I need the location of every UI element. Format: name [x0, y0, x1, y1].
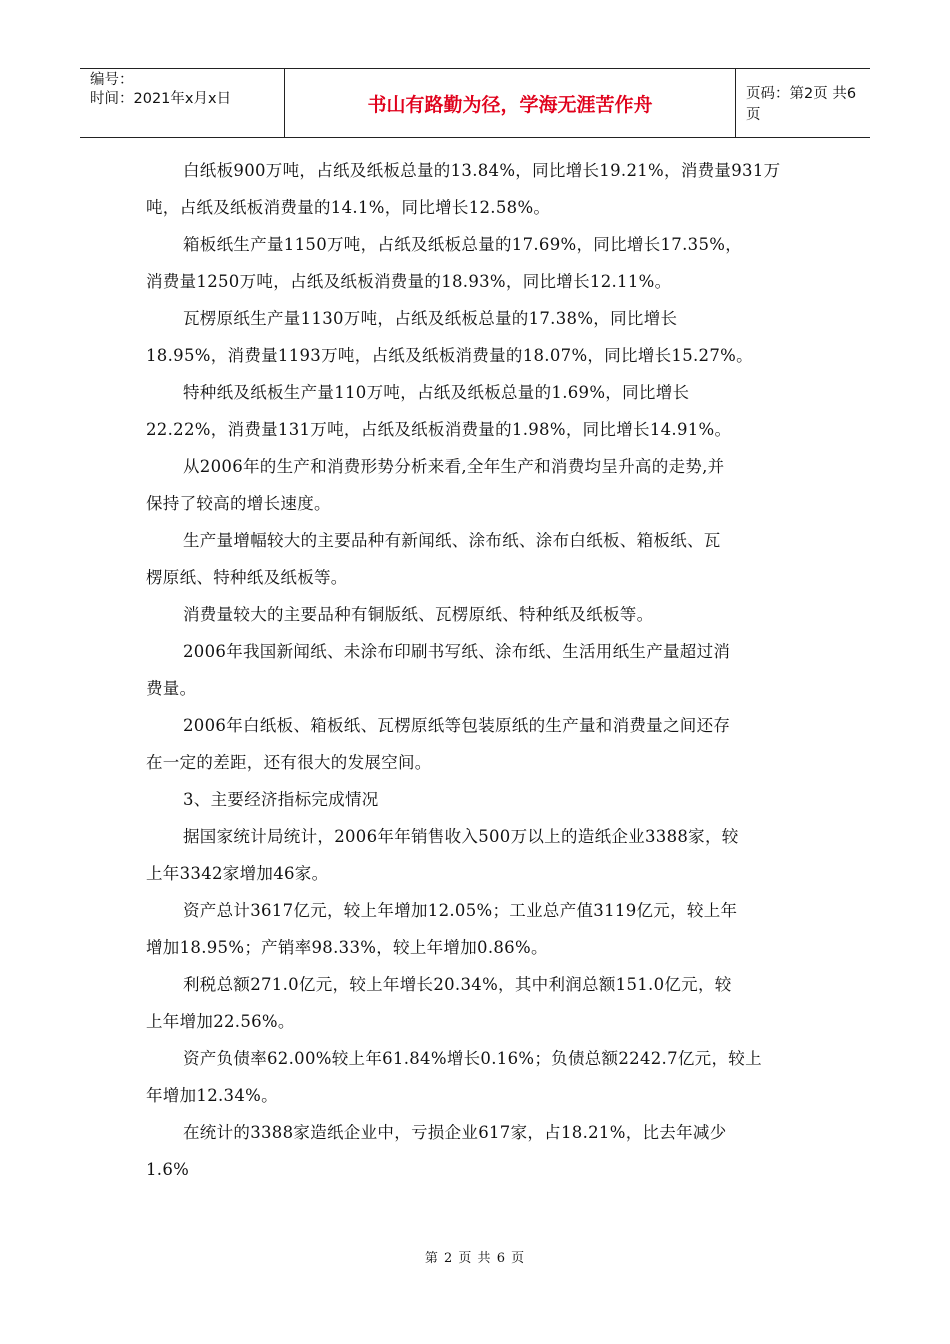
document-time-label: 时间：2021年x月x日	[90, 91, 232, 107]
paragraph-line: 白纸板900万吨，占纸及纸板总量的13.84%，同比增长19.21%，消费量931万	[183, 161, 781, 180]
paragraph-line: 3、主要经济指标完成情况	[183, 790, 379, 809]
paragraph-line: 楞原纸、特种纸及纸板等。	[146, 568, 348, 587]
paragraph-line: 资产负债率62.00%较上年61.84%增长0.16%；负债总额2242.7亿元，较上	[183, 1049, 762, 1068]
body-paragraph	[146, 707, 810, 781]
paragraph-line: 瓦楞原纸生产量1130万吨，占纸及纸板总量的17.38%，同比增长	[183, 309, 678, 328]
paragraph-line: 据国家统计局统计，2006年年销售收入500万以上的造纸企业3388家，较	[183, 827, 739, 846]
header-motto-cell	[284, 69, 736, 137]
body-paragraph	[146, 892, 810, 966]
header-page-cell	[736, 69, 870, 137]
paragraph-line: 2006年白纸板、箱板纸、瓦楞原纸等包装原纸的生产量和消费量之间还存	[183, 716, 731, 735]
paragraph-line: 增加18.95%；产销率98.33%，较上年增加0.86%。	[146, 938, 548, 957]
header-motto: 书山有路勤为径，学海无涯苦作舟	[367, 93, 653, 116]
paragraph-line: 特种纸及纸板生产量110万吨，占纸及纸板总量的1.69%，同比增长	[183, 383, 690, 402]
body-paragraph	[146, 818, 810, 892]
paragraph-line: 年增加12.34%。	[146, 1086, 278, 1105]
paragraph-line: 从2006年的生产和消费形势分析来看,全年生产和消费均呈升高的走势,并	[183, 457, 725, 476]
paragraph-line: 资产总计3617亿元，较上年增加12.05%；工业总产值3119亿元，较上年	[183, 901, 738, 920]
paragraph-line: 吨，占纸及纸板消费量的14.1%，同比增长12.58%。	[146, 198, 551, 217]
paragraph-line: 消费量1250万吨，占纸及纸板消费量的18.93%，同比增长12.11%。	[146, 272, 672, 291]
paragraph-line: 上年3342家增加46家。	[146, 864, 329, 883]
paragraph-line: 2006年我国新闻纸、未涂布印刷书写纸、涂布纸、生活用纸生产量超过消	[183, 642, 731, 661]
paragraph-line: 费量。	[146, 679, 197, 698]
footer-page-number: 第 2 页 共 6 页	[424, 1251, 526, 1266]
body-paragraph	[146, 1114, 810, 1188]
body-paragraph	[146, 448, 810, 522]
body-paragraph	[146, 596, 810, 633]
page-footer	[0, 1247, 950, 1266]
document-body	[146, 152, 810, 1188]
body-paragraph	[146, 1040, 810, 1114]
body-paragraph	[146, 300, 810, 374]
paragraph-line: 利税总额271.0亿元，较上年增长20.34%，其中利润总额151.0亿元，较	[183, 975, 732, 994]
paragraph-line: 箱板纸生产量1150万吨，占纸及纸板总量的17.69%，同比增长17.35%，	[183, 235, 743, 254]
paragraph-line: 在一定的差距，还有很大的发展空间。	[146, 753, 432, 772]
paragraph-line: 消费量较大的主要品种有铜版纸、瓦楞原纸、特种纸及纸板等。	[183, 605, 654, 624]
paragraph-line: 18.95%，消费量1193万吨，占纸及纸板消费量的18.07%，同比增长15.27%。	[146, 346, 753, 365]
body-paragraph	[146, 226, 810, 300]
header-page-label: 页码：第2页 共6页	[746, 86, 857, 123]
paragraph-line: 保持了较高的增长速度。	[146, 494, 331, 513]
body-paragraph	[146, 152, 810, 226]
paragraph-line: 生产量增幅较大的主要品种有新闻纸、涂布纸、涂布白纸板、箱板纸、瓦	[183, 531, 721, 550]
page-header	[80, 68, 870, 138]
body-paragraph	[146, 522, 810, 596]
body-paragraph	[146, 374, 810, 448]
body-paragraph	[146, 633, 810, 707]
paragraph-line: 1.6%	[146, 1160, 190, 1179]
paragraph-line: 在统计的3388家造纸企业中，亏损企业617家，占18.21%，比去年减少	[183, 1123, 727, 1142]
paragraph-line: 上年增加22.56%。	[146, 1012, 295, 1031]
document-code-label: 编号：	[90, 72, 134, 88]
header-left-cell	[80, 69, 284, 137]
body-paragraph	[146, 781, 810, 818]
body-paragraph	[146, 966, 810, 1040]
paragraph-line: 22.22%，消费量131万吨，占纸及纸板消费量的1.98%，同比增长14.91%。	[146, 420, 732, 439]
